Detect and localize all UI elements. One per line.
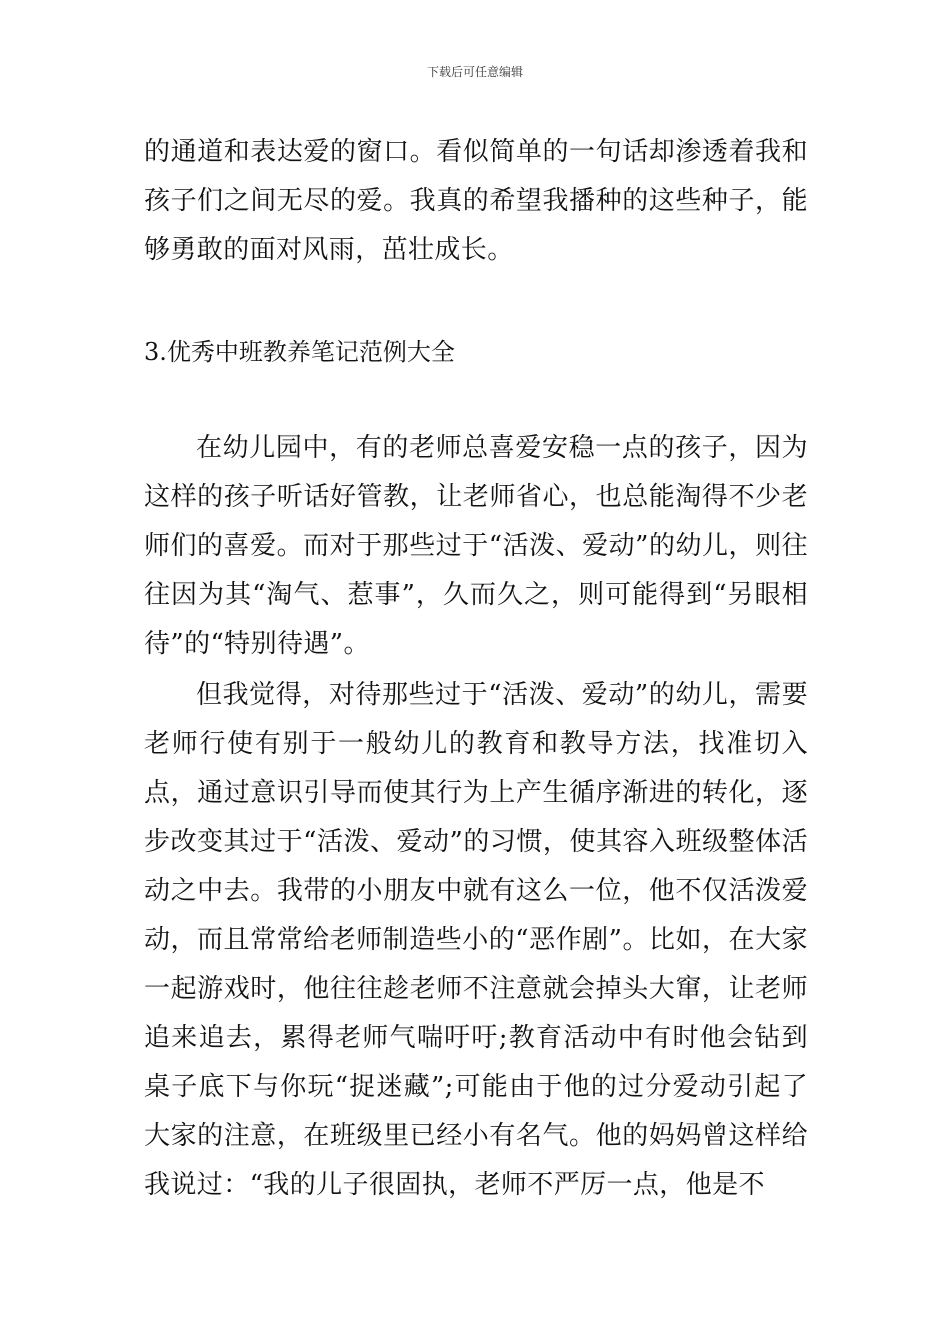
continuation-paragraph: 的通道和表达爱的窗口。看似简单的一句话却渗透着我和孩子们之间无尽的爱。我真的希望我播种的这些种子，能够勇敢的面对风雨，茁壮成长。 — [144, 137, 808, 265]
body-paragraph-2: 但我觉得，对待那些过于“活泼、爱动”的幼儿，需要老师行使有别于一般幼儿的教育和教导方法，找准切入点，通过意识引导而使其行为上产生循序渐进的转化，逐步改变其过于“活泼、爱动”的习惯，使其容入班级整体活动之中去。我带的小朋友中就有这么一位，他不仅活泼爱动，而且常常给老师制造些小的“恶作剧”。比如，在大家一起游戏时，他往往趁老师不注意就会掉头大窜，让老师追来追去，累得老师气喘吁吁;教育活动中有时他会钻到桌子底下与你玩“捉迷藏”;可能由于他的过分爱动引起了大家的注意，在班级里已经小有名气。他的妈妈曾这样给我说过：“我的儿子很固执，老师不严厉一点，他是不 — [144, 680, 808, 1200]
body-paragraph-1: 在幼儿园中，有的老师总喜爱安稳一点的孩子，因为这样的孩子听话好管教，让老师省心，也总能淘得不少老师们的喜爱。而对于那些过于“活泼、爱动”的幼儿，则往往因为其“淘气、惹事”，久而久之，则可能得到“另眼相待”的“特别待遇”。 — [144, 433, 808, 659]
section-heading: 3.优秀中班教养笔记范例大全 — [144, 338, 455, 366]
page-header: 下载后可任意编辑 — [426, 65, 523, 79]
